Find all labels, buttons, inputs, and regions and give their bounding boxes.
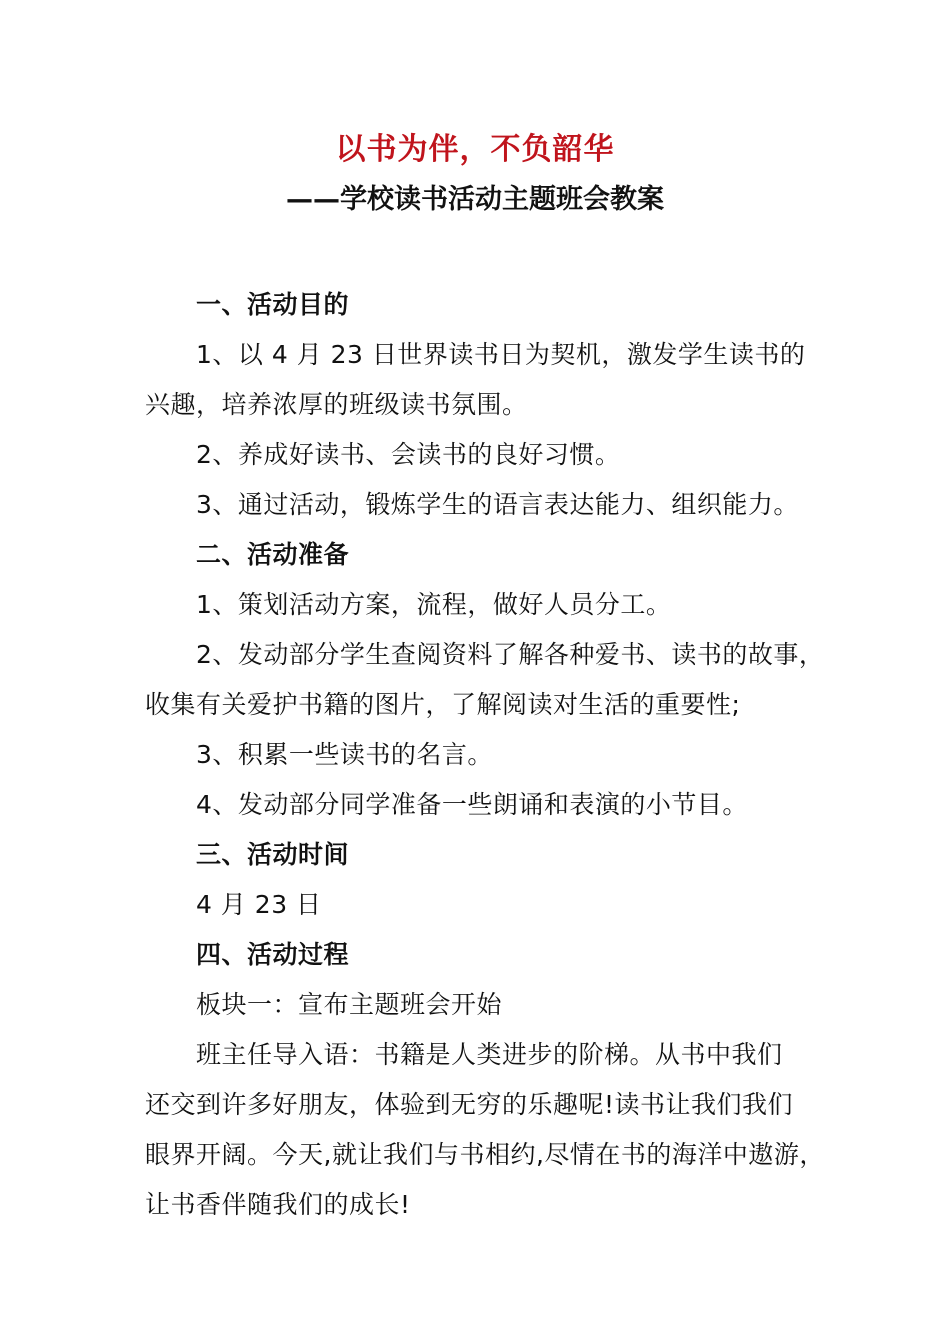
document-title: 以书为伴，不负韶华 — [335, 132, 615, 167]
section-heading: 二、活动准备 — [196, 540, 350, 569]
paragraph-line: 3、通过活动，锻炼学生的语言表达能力、组织能力。 — [196, 490, 799, 519]
paragraph-line: 2、养成好读书、会读书的良好习惯。 — [196, 440, 621, 469]
paragraph-line: 3、积累一些读书的名言。 — [196, 740, 493, 769]
document-body — [145, 280, 835, 1230]
section-heading: 三、活动时间 — [196, 840, 350, 869]
paragraph-line: 1、策划活动方案，流程，做好人员分工。 — [196, 590, 672, 619]
paragraph-line: 4 月 23 日 — [196, 890, 322, 919]
paragraph-line: 2、发动部分学生查阅资料了解各种爱书、读书的故事， — [196, 640, 825, 669]
section-heading: 一、活动目的 — [196, 290, 350, 319]
section-heading: 四、活动过程 — [196, 940, 350, 969]
paragraph-line: 4、发动部分同学准备一些朗诵和表演的小节目。 — [196, 790, 748, 819]
paragraph-line: 让书香伴随我们的成长! — [145, 1190, 411, 1219]
paragraph-line: 收集有关爱护书籍的图片，了解阅读对生活的重要性; — [145, 690, 741, 719]
paragraph-line: 板块一：宣布主题班会开始 — [196, 990, 503, 1019]
document-subtitle: ——学校读书活动主题班会教案 — [286, 184, 664, 215]
paragraph-line: 班主任导入语：书籍是人类进步的阶梯。从书中我们 — [196, 1040, 783, 1069]
paragraph-line: 还交到许多好朋友，体验到无穷的乐趣呢!读书让我们我们 — [145, 1090, 794, 1119]
paragraph-line: 眼界开阔。今天,就让我们与书相约,尽情在书的海洋中遨游， — [145, 1140, 825, 1169]
paragraph-line: 兴趣，培养浓厚的班级读书氛围。 — [145, 390, 528, 419]
paragraph-line: 1、以 4 月 23 日世界读书日为契机，激发学生读书的 — [196, 340, 806, 369]
